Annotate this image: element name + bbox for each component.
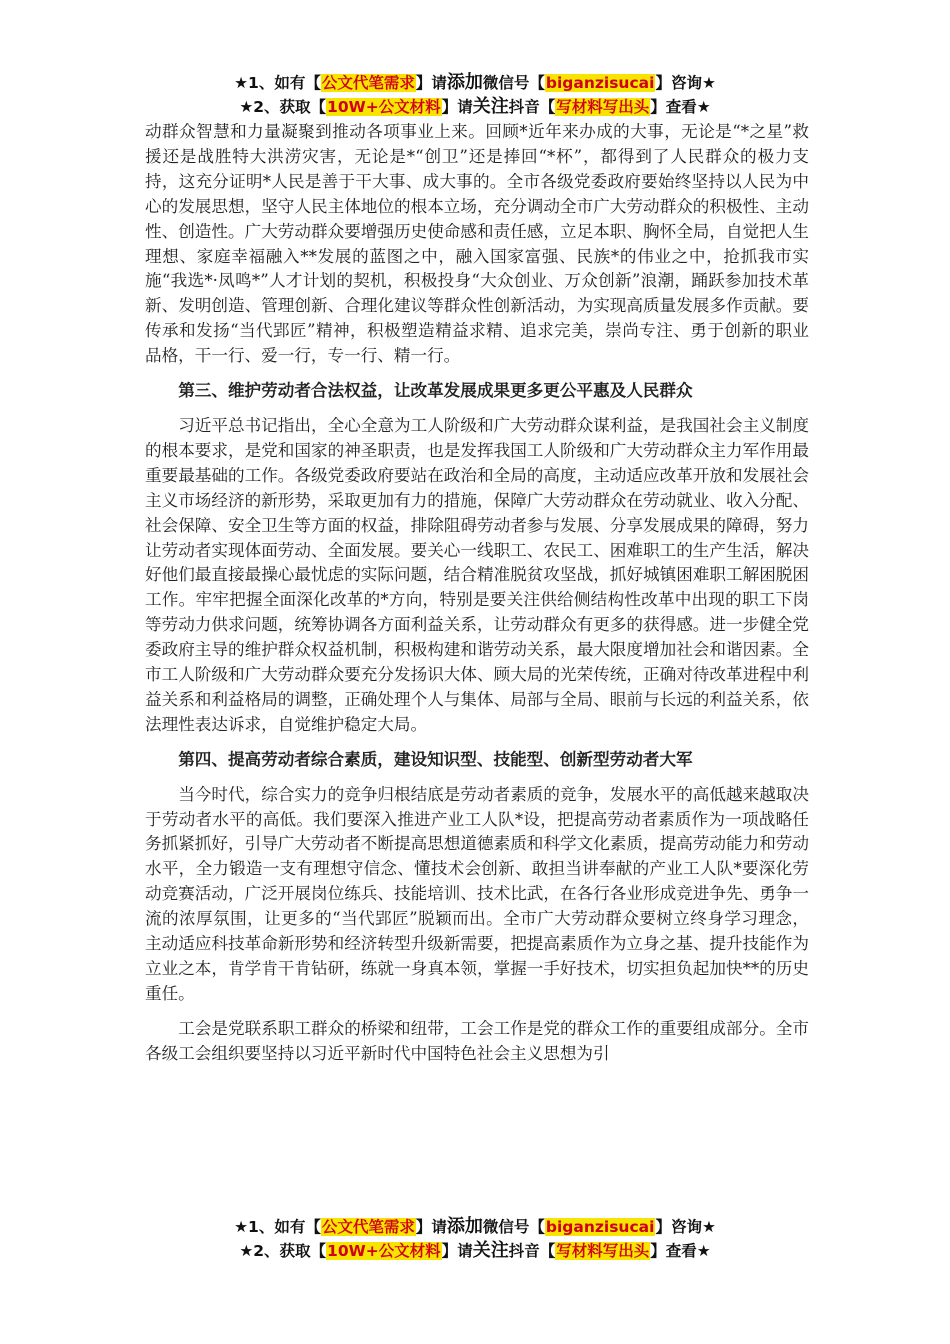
banner-text: ★1、如有【 bbox=[234, 1218, 321, 1236]
document-body bbox=[145, 120, 809, 1067]
banner-line-2 bbox=[0, 1240, 950, 1264]
banner-text: 】咨询★ bbox=[655, 1218, 716, 1236]
highlight-text: 公文代笔需求 bbox=[321, 1218, 415, 1236]
wechat-id: biganzisucai bbox=[545, 74, 655, 92]
banner-text: 抖音【 bbox=[508, 1242, 556, 1260]
banner-line-1 bbox=[0, 1216, 950, 1240]
douyin-id: 写材料写出头 bbox=[556, 98, 650, 116]
paragraph: 当今时代，综合实力的竞争归根结底是劳动者素质的竞争，发展水平的高低越来越取决于劳动者水平的高低。我们要深入推进产业工人队*设，把提高劳动者素质作为一项战略任务抓紧抓好，引导广大劳动者不断提高思想道德素质和科学文化素质，提高劳动能力和劳动水平，全力锻造一支有理想守信念、懂技术会创新、敢担当讲奉献的产业工人队*要深化劳动竞赛活动，广泛开展岗位练兵、技能培训、技术比武，在各行各业形成竞进争先、勇争一流的浓厚氛围，让更多的“当代郢匠”脱颖而出。全市广大劳动群众要树立终身学习理念，主动适应科技革命新形势和经济转型升级新需要，把提高素质作为立身之基、提升技能作为立业之本，肯学肯干肯钻研，练就一身真本领，掌握一手好技术，切实担负起加快**的历史重任。 bbox=[145, 784, 809, 1003]
footer-banner bbox=[0, 1216, 950, 1264]
banner-text: 】请 bbox=[415, 1218, 447, 1236]
banner-text: 】查看★ bbox=[650, 1242, 711, 1260]
wechat-id: biganzisucai bbox=[545, 1218, 655, 1236]
emphasis-text: 添加 bbox=[446, 1216, 483, 1237]
paragraph: 工会是党联系职工群众的桥梁和纽带，工会工作是党的群众工作的重要组成部分。全市各级工会组织要坚持以习近平新时代中国特色社会主义思想为引 bbox=[145, 1018, 809, 1063]
banner-text: 抖音【 bbox=[508, 98, 556, 116]
paragraph: 习近平总书记指出，全心全意为工人阶级和广大劳动群众谋利益，是我国社会主义制度的根本要求，是党和国家的神圣职责，也是发挥我国工人阶级和广大劳动群众主力军作用最重要最基础的工作。各级党委政府要站在政治和全局的高度，主动适应改革开放和发展社会主义市场经济的新形势，采取更加有力的措施，保障广大劳动群众在劳动就业、收入分配、社会保障、安全卫生等方面的权益，排除阻碍劳动者参与发展、分享发展成果的障碍，努力让劳动者实现体面劳动、全面发展。要关心一线职工、农民工、困难职工的生产生活，解决好他们最直接最操心最忧虑的实际问题，结合精准脱贫攻坚战，抓好城镇困难职工解困脱困工作。牢牢把握全面深化改革的*方向，特别是要关注供给侧结构性改革中出现的职工下岗等劳动力供求问题，统筹协调各方面利益关系，让劳动群众有更多的获得感。进一步健全党委政府主导的维护群众权益机制，积极构建和谐劳动关系，最大限度增加社会和谐因素。全市工人阶级和广大劳动群众要充分发扬识大体、顾大局的光荣传统，正确对待改革进程中利益关系和利益格局的调整，正确处理个人与集体、局部与全局、眼前与长远的利益关系，依法理性表达诉求，自觉维护稳定大局。 bbox=[145, 415, 809, 734]
paragraph: 动群众智慧和力量凝聚到推动各项事业上来。回顾*近年来办成的大事，无论是“*之星”救援还是战胜特大洪涝灾害，无论是*“创卫”还是捧回“*杯”，都得到了人民群众的极力支持，这充分证明*人民是善于干大事、成大事的。全市各级党委政府要始终坚持以人民为中心的发展思想，坚守人民主体地位的根本立场，充分调动全市广大劳动群众的积极性、主动性、创造性。广大劳动群众要增强历史使命感和责任感，立足本职、胸怀全局，自觉把人生理想、家庭幸福融入**发展的蓝图之中，融入国家富强、民族*的伟业之中，抢抓我市实施“我选*·凤鸣*”人才计划的契机，积极投身“大众创业、万众创新”浪潮，踊跃参加技术革新、发明创造、管理创新、合理化建议等群众性创新活动，为实现高质量发展多作贡献。要传承和发扬“当代郢匠”精神，积极塑造精益求精、追求完美，崇尚专注、勇于创新的职业品格，干一行、爱一行，专一行、精一行。 bbox=[145, 122, 809, 366]
banner-text: 】咨询★ bbox=[655, 74, 716, 92]
highlight-text: 10W+公文材料 bbox=[327, 98, 441, 116]
banner-text: 微信号【 bbox=[482, 74, 545, 92]
douyin-id: 写材料写出头 bbox=[556, 1242, 650, 1260]
emphasis-text: 添加 bbox=[446, 72, 483, 93]
emphasis-text: 关注 bbox=[472, 1240, 509, 1261]
banner-text: 】查看★ bbox=[650, 98, 711, 116]
banner-text: ★2、获取【 bbox=[239, 98, 327, 116]
banner-text: 】请 bbox=[441, 98, 473, 116]
banner-line-1 bbox=[0, 72, 950, 96]
header-banner bbox=[0, 72, 950, 120]
banner-text: 】请 bbox=[441, 1242, 473, 1260]
banner-text: ★2、获取【 bbox=[239, 1242, 327, 1260]
section-heading: 第三、维护劳动者合法权益，让改革发展成果更多更公平惠及人民群众 bbox=[178, 381, 693, 401]
section-heading: 第四、提高劳动者综合素质，建设知识型、技能型、创新型劳动者大军 bbox=[178, 749, 693, 769]
emphasis-text: 关注 bbox=[472, 96, 509, 117]
banner-text: 】请 bbox=[415, 74, 447, 92]
banner-line-2 bbox=[0, 96, 950, 120]
banner-text: ★1、如有【 bbox=[234, 74, 321, 92]
highlight-text: 10W+公文材料 bbox=[327, 1242, 441, 1260]
highlight-text: 公文代笔需求 bbox=[321, 74, 415, 92]
banner-text: 微信号【 bbox=[482, 1218, 545, 1236]
